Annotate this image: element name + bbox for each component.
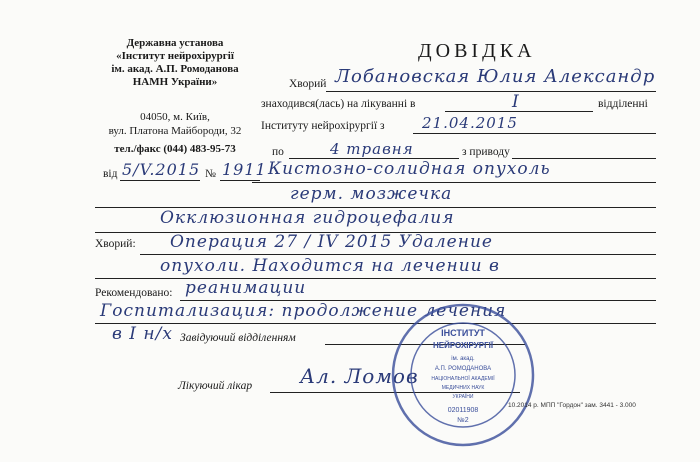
recommend-underline-2 xyxy=(95,323,656,324)
date-from-line xyxy=(413,133,656,134)
address-line: 04050, м. Київ, xyxy=(140,111,210,123)
patient-label: Хворий xyxy=(289,78,327,90)
date-from: 21.04.2015 xyxy=(422,114,518,132)
institute-stamp xyxy=(388,300,538,450)
treatment-underline-2 xyxy=(95,278,656,279)
date-to: 4 травня xyxy=(330,140,414,158)
department-number: I xyxy=(512,92,520,112)
issue-date: 5/V.2015 xyxy=(122,160,201,179)
institution-line: «Інститут нейрохірургії xyxy=(116,50,234,62)
phone-line: тел./факс (044) 483-95-73 xyxy=(114,143,236,155)
recommend-line-2: в I н/х xyxy=(112,324,173,344)
stamp-line-2: НЕЙРОХІРУРГІЇ xyxy=(432,341,494,350)
institution-line: НАМН України» xyxy=(132,76,218,88)
to-label: по xyxy=(272,146,284,158)
issue-number: 1911 xyxy=(222,160,267,179)
treatment-line-2: опухоли. Находится на лечении в xyxy=(160,256,500,276)
patient-name: Лобановская Юлия Александр xyxy=(335,66,656,87)
stamp-line-7: УКРАЇНИ xyxy=(452,394,474,400)
doctor-label: Лікуючий лікар xyxy=(178,380,253,392)
recommended-label: Рекомендовано: xyxy=(95,287,173,299)
institution-header xyxy=(95,37,255,89)
stamp-line-1: ІНСТИТУТ xyxy=(441,328,485,338)
stamp-line-5: НАЦІОНАЛЬНОЇ АКАДЕМІЇ xyxy=(431,376,495,382)
treated-label: знаходився(лась) на лікуванні в xyxy=(261,98,416,110)
doctor-signature: Ал. Ломов xyxy=(300,364,419,388)
diagnosis-line-3: Окклюзионная гидроцефалия xyxy=(160,208,455,228)
recommend-line-1: Госпитализация: продолжение лечения xyxy=(100,301,507,321)
treatment-line-1: Операция 27 / IV 2015 Удаление xyxy=(170,232,493,252)
diagnosis-line-2: герм. мозжечка xyxy=(290,184,453,204)
head-of-dept-label: Завідуючий відділенням xyxy=(180,332,296,344)
stamp-line-4: А.П. РОМОДАНОВА xyxy=(434,366,492,372)
print-footer: 10.2014 р. МПП "Гордон" зам. 3441 - 3.000 xyxy=(508,402,636,409)
institution-line: ім. акад. А.П. Ромоданова xyxy=(111,63,239,75)
stamp-line-3: ім. акад. xyxy=(451,356,475,362)
treatment-underline-1 xyxy=(140,254,656,255)
date-line xyxy=(120,180,200,181)
department-label: відділенні xyxy=(598,98,648,110)
number-label: № xyxy=(205,168,216,180)
patient-label-2: Хворий: xyxy=(95,238,136,250)
patient-line xyxy=(326,91,656,92)
stamp-number: №2 xyxy=(457,417,469,424)
institute-from-label: Інституту нейрохірургії з xyxy=(261,120,385,132)
reason-label: з приводу xyxy=(462,146,510,158)
diagnosis-underline-1 xyxy=(252,182,656,183)
institution-line: Державна установа xyxy=(126,37,224,49)
document-title: ДОВІДКА xyxy=(418,40,536,62)
stamp-code: 02011908 xyxy=(447,407,479,414)
treatment-line-3: реанимации xyxy=(185,278,307,298)
from-label: від xyxy=(103,168,118,180)
institution-address xyxy=(95,110,255,156)
stamp-line-6: МЕДИЧНИХ НАУК xyxy=(441,385,485,391)
address-line: вул. Платона Майбороди, 32 xyxy=(108,125,242,137)
number-line xyxy=(220,180,260,181)
diagnosis-line-1: Кистозно-солидная опухоль xyxy=(268,159,551,179)
